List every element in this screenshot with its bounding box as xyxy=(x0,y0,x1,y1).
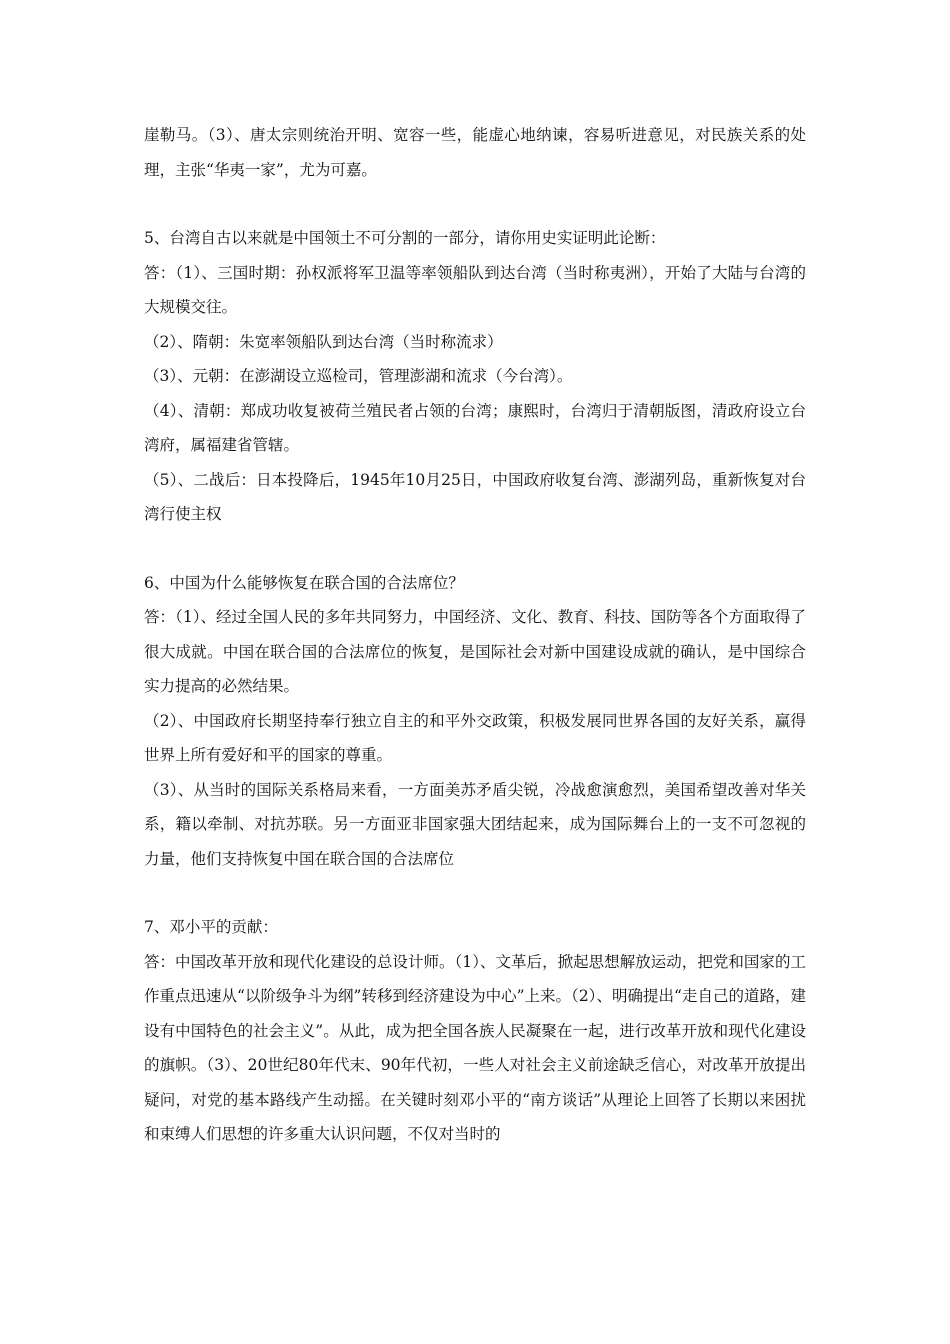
answer-6-item-1: 答：（1）、经过全国人民的多年共同努力，中国经济、文化、教育、科技、国防等各个方面取得了很大成就。中国在联合国的合法席位的恢复，是国际社会对新中国建设成就的确认，是中国综合实力提高的必然结果。 xyxy=(144,608,806,695)
document-body xyxy=(144,118,806,1152)
answer-5-item-1: 答：（1）、三国时期：孙权派将军卫温等率领船队到达台湾（当时称夷洲），开始了大陆与台湾的大规模交往。 xyxy=(144,263,806,316)
question-5: 5、台湾自古以来就是中国领土不可分割的一部分，请你用史实证明此论断： xyxy=(144,229,666,247)
answer-5-item-4: （4）、清朝：郑成功收复被荷兰殖民者占领的台湾；康熙时，台湾归于清朝版图，清政府设立台湾府，属福建省管辖。 xyxy=(144,401,806,454)
section-spacer xyxy=(144,187,806,221)
continuation-paragraph: 崖勒马。（3）、唐太宗则统治开明、宽容一些，能虚心地纳谏，容易听进意见，对民族关系的处理，主张“华夷一家”，尤为可嘉。 xyxy=(144,126,806,179)
answer-7: 答：中国改革开放和现代化建设的总设计师。（1）、文革后，掀起思想解放运动，把党和国家的工作重点迅速从“以阶级争斗为纲”转移到经济建设为中心”上来。（2）、明确提出“走自己的道路，建设有中国特色的社会主义”。从此，成为把全国各族人民凝聚在一起，进行改革开放和现代化建设的旗帜。（3）、20世纪80年代末、90年代初，一些人对社会主义前途缺乏信心，对改革开放提出疑问，对党的基本路线产生动摇。在关键时刻邓小平的“南方谈话”从理论上回答了长期以来困扰和束缚人们思想的许多重大认识问题，不仅对当时的 xyxy=(144,952,806,1143)
answer-5-item-2: （2）、隋朝：朱宽率领船队到达台湾（当时称流求） xyxy=(144,332,503,351)
question-6: 6、中国为什么能够恢复在联合国的合法席位？ xyxy=(144,573,464,592)
answer-6-item-3: （3）、从当时的国际关系格局来看，一方面美苏矛盾尖锐，冷战愈演愈烈，美国希望改善对华关系，籍以牵制、对抗苏联。另一方面亚非国家强大团结起来，成为国际舞台上的一支不可忽视的力量，他们支持恢复中国在联合国的合法席位 xyxy=(144,780,806,868)
answer-5-item-5: （5）、二战后：日本投降后，1945年10月25日，中国政府收复台湾、澎湖列岛，重新恢复对台湾行使主权 xyxy=(144,470,806,523)
section-spacer xyxy=(144,532,806,566)
question-7: 7、邓小平的贡献： xyxy=(144,918,278,936)
answer-6-item-2: （2）、中国政府长期坚持奉行独立自主的和平外交政策，积极发展同世界各国的友好关系，赢得世界上所有爱好和平的国家的尊重。 xyxy=(144,711,806,764)
section-spacer xyxy=(144,876,806,910)
answer-5-item-3: （3）、元朝：在澎湖设立巡检司，管理澎湖和流求（今台湾）。 xyxy=(144,367,573,385)
